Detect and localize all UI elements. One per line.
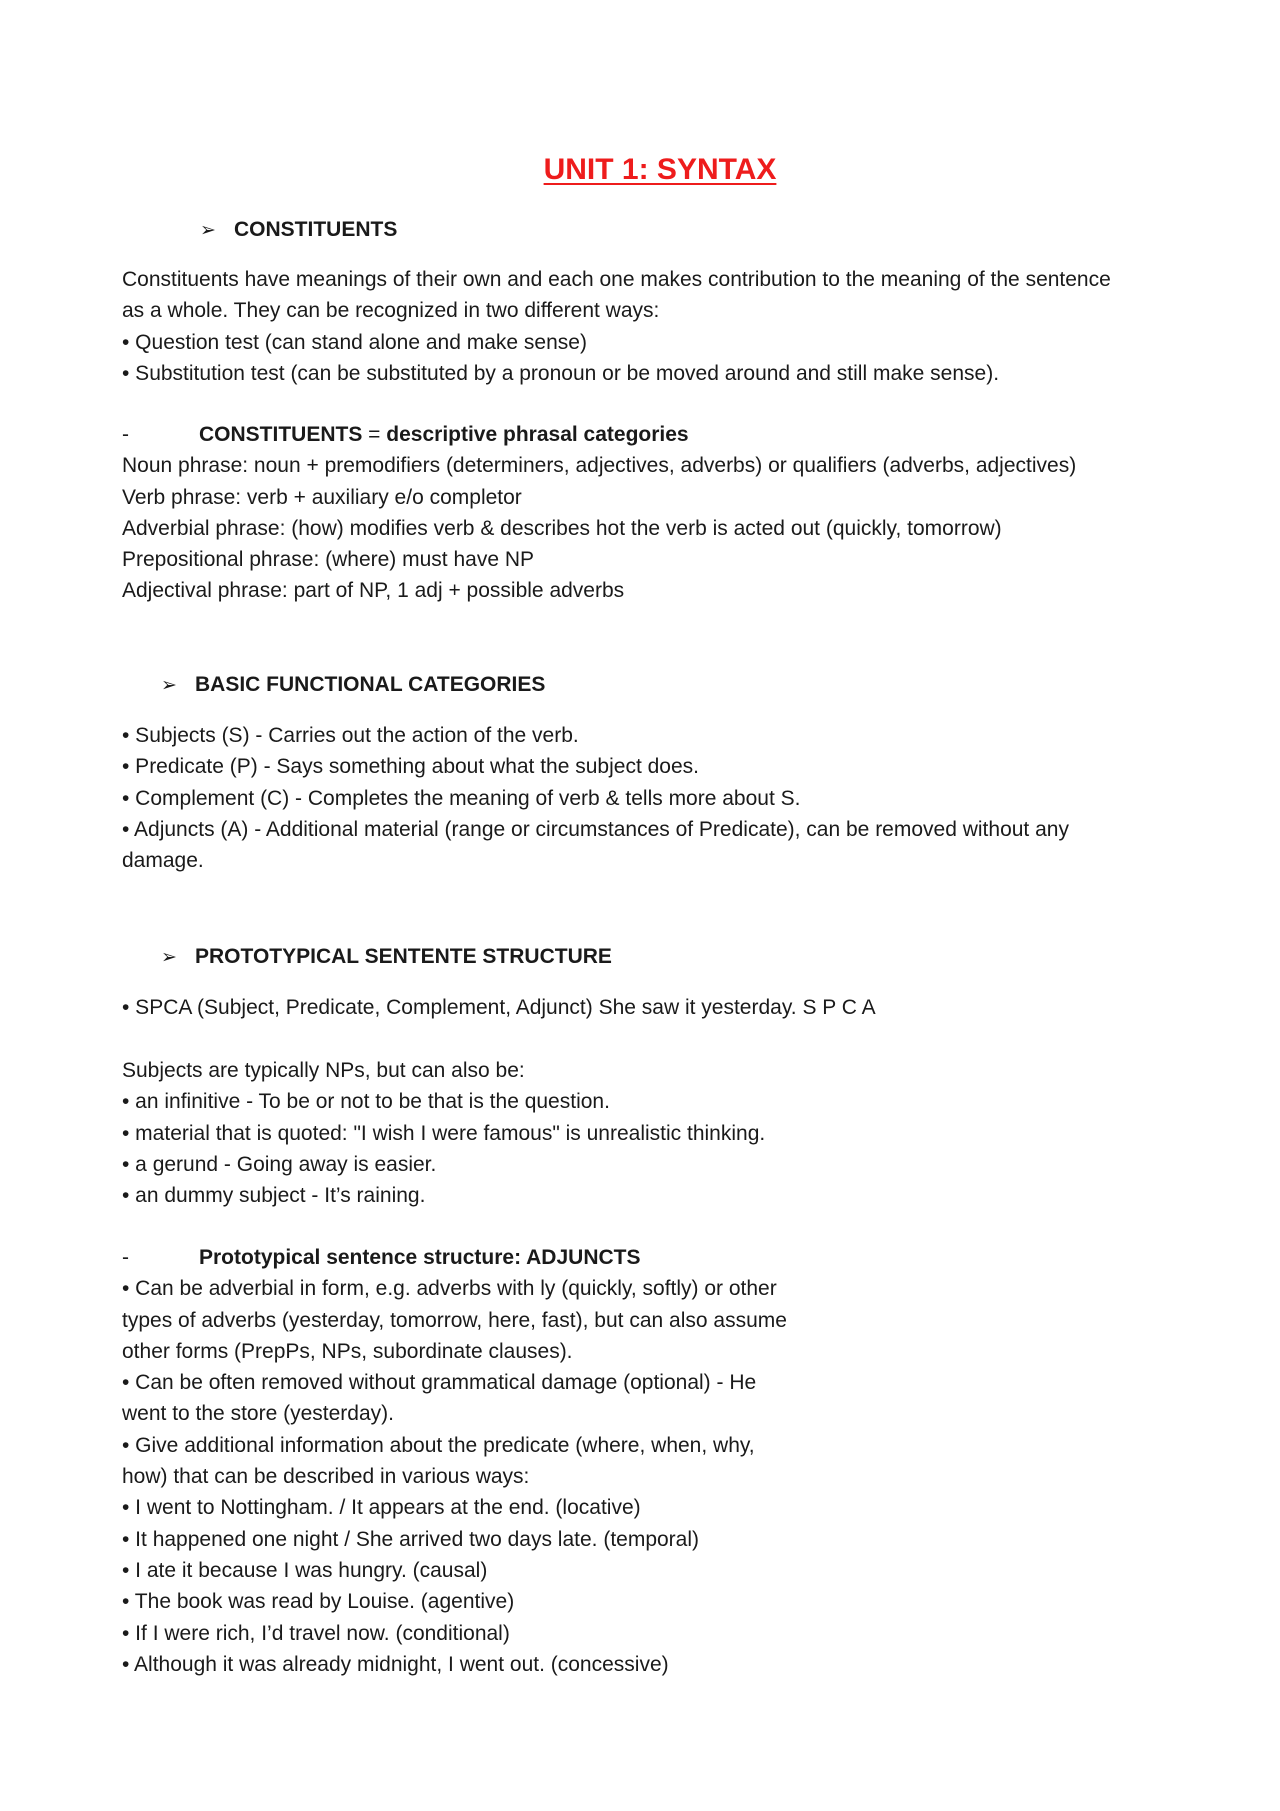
list-item: • It happened one night / She arrived two days late. (temporal)	[122, 1527, 700, 1551]
section-heading-prototypical	[161, 945, 612, 969]
subheading-phrasal-categories	[122, 419, 1172, 450]
phrasal-categories-block	[122, 419, 1172, 607]
section-heading-text: BASIC FUNCTIONAL CATEGORIES	[195, 673, 546, 696]
section-heading-constituents	[200, 218, 397, 242]
list-item: damage.	[122, 849, 204, 873]
text-line: other forms (PrepPs, NPs, subordinate clauses).	[122, 1339, 573, 1363]
list-item: • a gerund - Going away is easier.	[122, 1152, 437, 1176]
text-line: Noun phrase: noun + premodifiers (determiners, adjectives, adverbs) or qualifiers (adverbs, adjectives)	[122, 454, 1077, 478]
list-item: • I went to Nottingham. / It appears at the end. (locative)	[122, 1496, 641, 1520]
text-line: as a whole. They can be recognized in two different ways:	[122, 299, 660, 323]
subheading-text: Prototypical sentence structure: ADJUNCTS	[199, 1246, 641, 1269]
text-line: • Substitution test (can be substituted by a pronoun or be moved around and still make sense).	[122, 361, 1000, 385]
list-item: • Although it was already midnight, I went out. (concessive)	[122, 1652, 669, 1676]
text-line: • Question test (can stand alone and make sense)	[122, 330, 587, 354]
list-item: • If I were rich, I’d travel now. (conditional)	[122, 1621, 510, 1645]
text-line: Constituents have meanings of their own and each one makes contribution to the meaning of the sentence	[122, 268, 1111, 291]
arrow-bullet-icon: ➢	[161, 674, 177, 696]
list-item: • material that is quoted: "I wish I were famous" is unrealistic thinking.	[122, 1121, 766, 1145]
list-item: • Adjuncts (A) - Additional material (range or circumstances of Predicate), can be removed without any	[122, 817, 1069, 841]
list-item: • Complement (C) - Completes the meaning of verb & tells more about S.	[122, 786, 801, 810]
subheading-part: =	[362, 423, 387, 446]
text-line: • SPCA (Subject, Predicate, Complement, Adjunct) She saw it yesterday. S P C A	[122, 996, 876, 1019]
section-heading-basic-functional	[161, 673, 545, 697]
spca-line	[122, 992, 1172, 1023]
text-line: • Can be adverbial in form, e.g. adverbs with ly (quickly, softly) or other	[122, 1277, 777, 1301]
text-line: Adjectival phrase: part of NP, 1 adj + possible adverbs	[122, 579, 625, 603]
constituents-paragraph	[122, 264, 1172, 389]
subheading-part: CONSTITUENTS	[199, 423, 363, 446]
text-line: Prepositional phrase: (where) must have NP	[122, 548, 535, 572]
list-item: • an infinitive - To be or not to be that is the question.	[122, 1090, 610, 1114]
text-line: Subjects are typically NPs, but can also be:	[122, 1059, 525, 1082]
dash-marker: -	[122, 1246, 129, 1269]
text-line: Verb phrase: verb + auxiliary e/o completor	[122, 485, 522, 509]
text-line: Adverbial phrase: (how) modifies verb & describes hot the verb is acted out (quickly, tomorrow)	[122, 516, 1002, 540]
list-item: • I ate it because I was hungry. (causal)	[122, 1558, 488, 1582]
list-item: • Predicate (P) - Says something about what the subject does.	[122, 755, 699, 779]
arrow-bullet-icon: ➢	[161, 946, 177, 968]
text-line: • Give additional information about the predicate (where, when, why,	[122, 1433, 755, 1457]
list-item: • The book was read by Louise. (agentive)	[122, 1590, 515, 1614]
text-line: types of adverbs (yesterday, tomorrow, here, fast), but can also assume	[122, 1308, 787, 1332]
page-title: UNIT 1: SYNTAX	[543, 153, 777, 186]
subheading-adjuncts	[122, 1242, 1172, 1273]
dash-marker: -	[122, 423, 129, 446]
section-heading-text: CONSTITUENTS	[234, 218, 398, 241]
list-item: • an dummy subject - It’s raining.	[122, 1184, 426, 1208]
text-line: went to the store (yesterday).	[122, 1402, 394, 1426]
text-line: • Can be often removed without grammatical damage (optional) - He	[122, 1371, 757, 1395]
subjects-list	[122, 1055, 1172, 1211]
adjuncts-block	[122, 1242, 1172, 1680]
list-item: • Subjects (S) - Carries out the action of the verb.	[122, 724, 579, 747]
section-heading-text: PROTOTYPICAL SENTENTE STRUCTURE	[195, 945, 612, 968]
functional-categories-list	[122, 720, 1172, 876]
subheading-part: descriptive phrasal categories	[386, 423, 689, 446]
arrow-bullet-icon: ➢	[200, 219, 216, 241]
text-line: how) that can be described in various ways:	[122, 1465, 530, 1489]
